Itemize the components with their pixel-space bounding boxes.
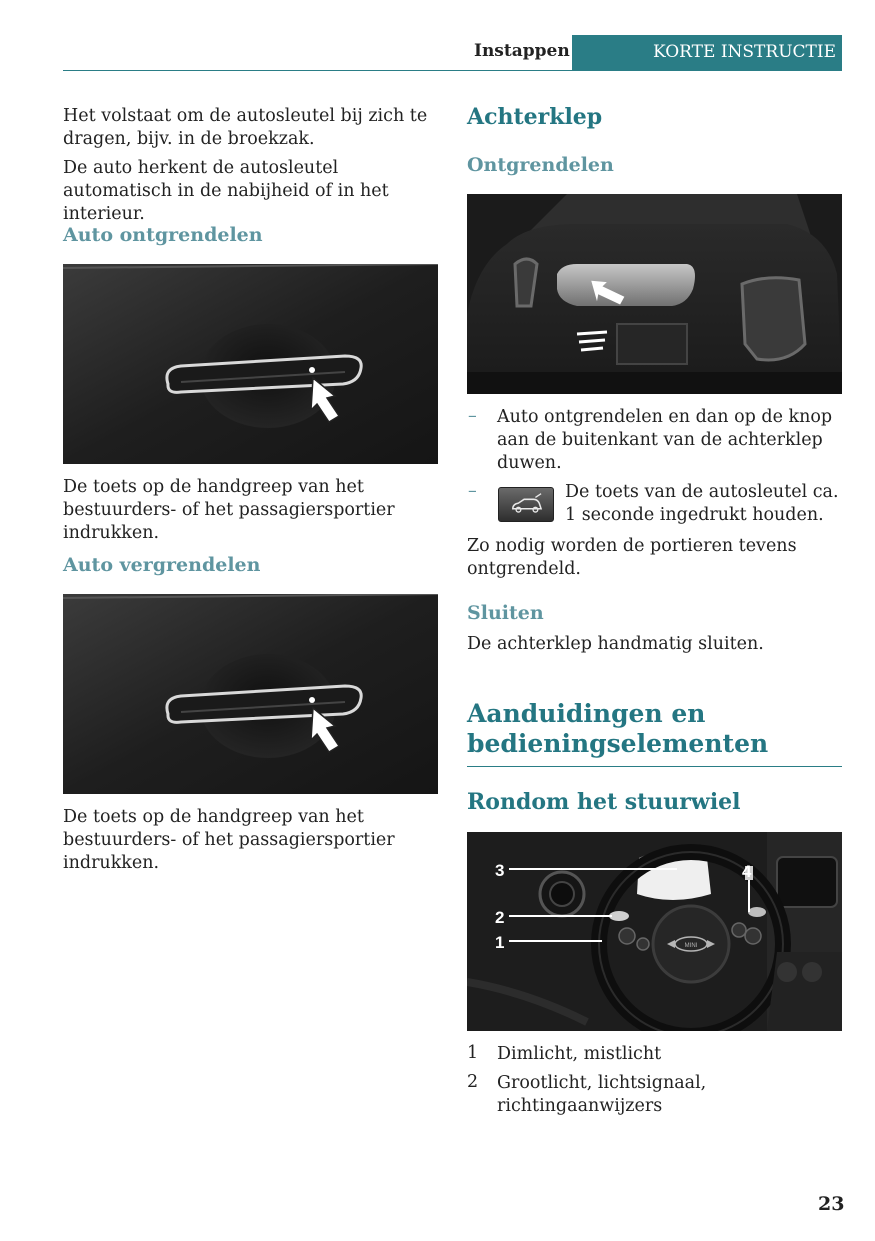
wheel-label-2: 2 [495, 908, 505, 927]
header-rule [63, 70, 842, 71]
car-key-tailgate-icon [498, 487, 554, 522]
tailgate-note: Zo nodig worden de portieren tevens ontgrendeld. [467, 536, 797, 579]
list-text-2: Grootlicht, lichtsignaal, richtingaanwijzers [497, 1073, 707, 1116]
wheel-badge: MINI [684, 943, 698, 949]
lock-caption: De toets op de handgreep van het bestuurders- of het passagiersportier indrukken. [63, 807, 395, 873]
door-handle-unlock-image [63, 264, 438, 464]
unlock-car-heading: Auto ontgrendelen [63, 224, 263, 246]
steering-wheel-image [467, 832, 842, 1031]
wheel-label-1: 1 [495, 933, 505, 952]
list-number-2: 2 [467, 1072, 479, 1092]
lock-car-heading: Auto vergrendelen [63, 554, 261, 576]
door-handle-lock-image [63, 594, 438, 794]
page-number: 23 [818, 1193, 845, 1215]
tailgate-heading: Achterklep [467, 104, 603, 130]
tailgate-bullet-1: Auto ontgrendelen en dan op de knop aan de buitenkant van de achterklep duwen. [497, 407, 833, 473]
wheel-label-3: 3 [495, 861, 505, 880]
steering-wheel-heading: Rondom het stuurwiel [467, 789, 741, 815]
tailgate-bullet-2: De toets van de autosleutel ca. 1 seconde ingedrukt houden. [565, 482, 839, 525]
running-header-tab: KORTE INSTRUCTIE [572, 35, 842, 70]
bullet-dash-2: – [468, 481, 477, 501]
intro-paragraph-2: De auto herkent de autosleutel automatisch in de nabijheid of in het interieur. [63, 158, 389, 224]
controls-heading-rule [467, 766, 842, 767]
tailgate-image [467, 194, 842, 394]
close-text: De achterklep handmatig sluiten. [467, 634, 764, 654]
intro-paragraph-1: Het volstaat om de autosleutel bij zich te dragen, bijv. in de broekzak. [63, 106, 428, 149]
running-header-section: Instappen [474, 41, 570, 61]
close-heading: Sluiten [467, 602, 544, 624]
unlock-caption: De toets op de handgreep van het bestuurders- of het passagiersportier indrukken. [63, 477, 395, 543]
list-number-1: 1 [467, 1043, 479, 1063]
list-text-1: Dimlicht, mistlicht [497, 1044, 662, 1064]
tailgate-unlock-heading: Ontgrendelen [467, 154, 614, 176]
controls-heading: Aanduidingen en bedieningselementen [467, 699, 769, 758]
wheel-label-4: 4 [742, 862, 752, 881]
bullet-dash-1: – [468, 406, 477, 426]
